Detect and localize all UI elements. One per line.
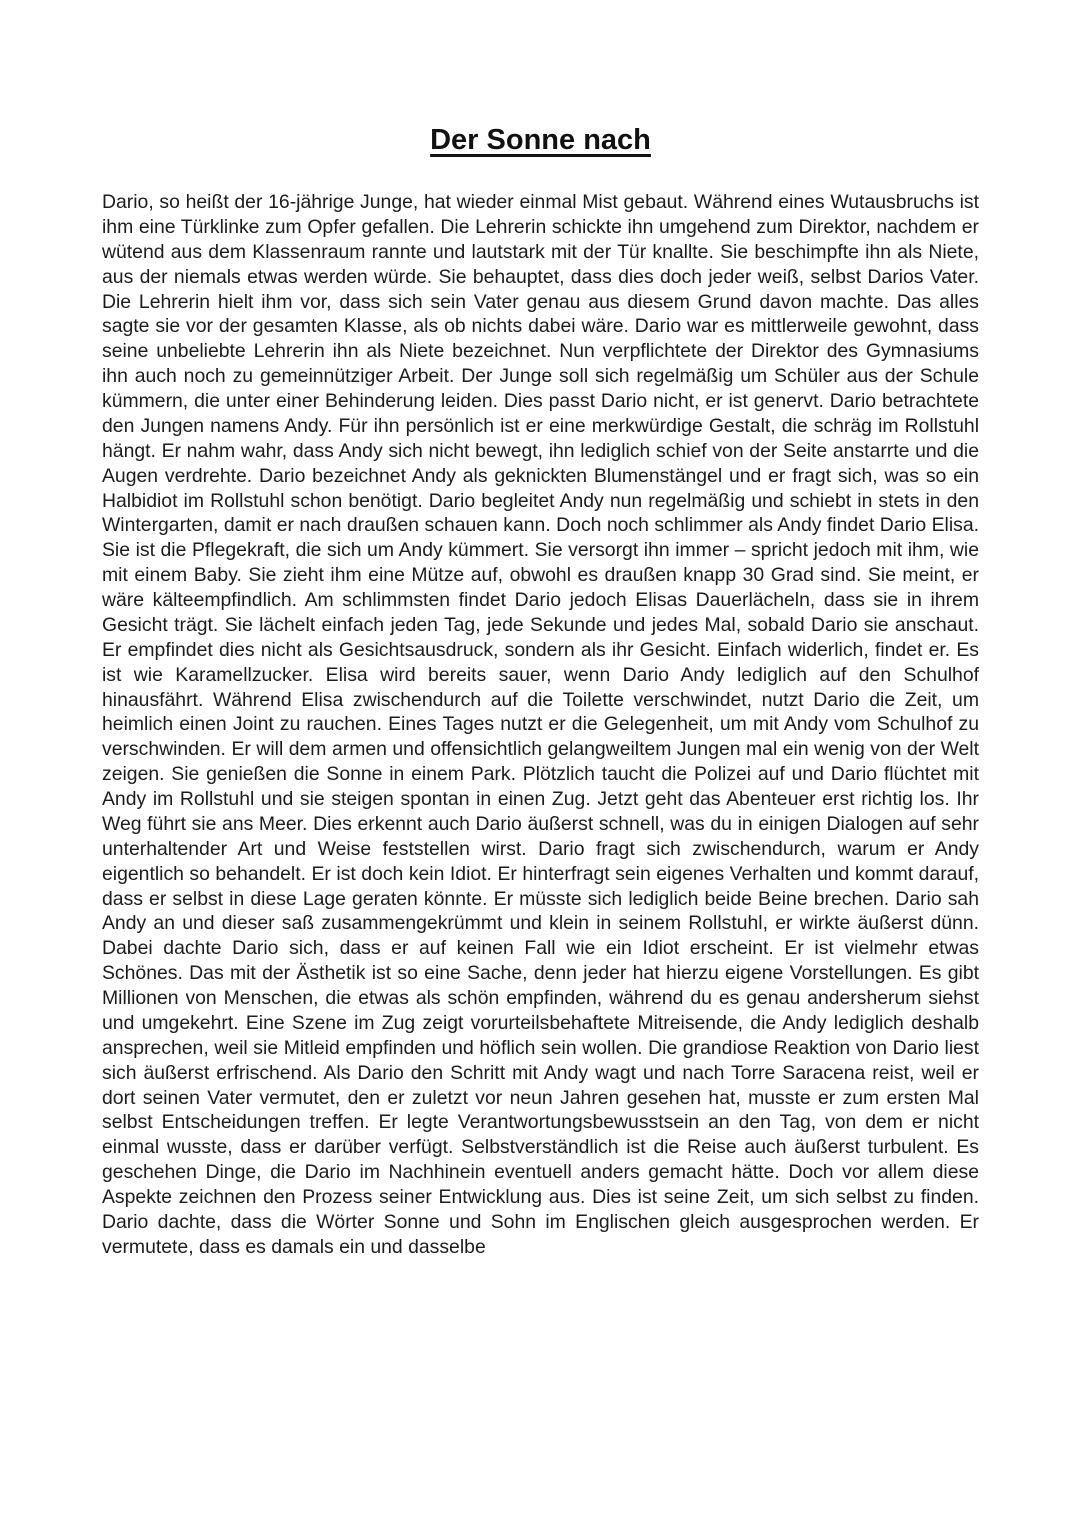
document-body-paragraph: Dario, so heißt der 16-jährige Junge, hat wieder einmal Mist gebaut. Während eines Wutausbruchs ist ihm eine Türklinke zum Opfer gefallen. Die Lehrerin schickte ihn umgehend zum Direktor, nachdem er wütend aus dem Klassenraum rannte und lautstark mit der Tür knallte. Sie beschimpfte ihn als Niete, aus der niemals etwas werden würde. Sie behauptet, dass dies doch jeder weiß, selbst Darios Vater. Die Lehrerin hielt ihm vor, dass sich sein Vater genau aus diesem Grund davon machte. Das alles sagte sie vor der gesamten Klasse, als ob nichts dabei wäre. Dario war es mittlerweile gewohnt, dass seine unbeliebte Lehrerin ihn als Niete bezeichnet. Nun verpflichtete der Direktor des Gymnasiums ihn auch noch zu gemeinnütziger Arbeit. Der Junge soll sich regelmäßig um Schüler aus der Schule kümmern, die unter einer Behinderung leiden. Dies passt Dario nicht, er ist genervt. Dario betrachtete den Jungen namens Andy. Für ihn persönlich ist er eine merkwürdige Gestalt, die schräg im Rollstuhl hängt. Er nahm wahr, dass Andy sich nicht bewegt, ihn lediglich schief von der Seite anstarrte und die Augen verdrehte. Dario bezeichnet Andy als geknickten Blumenstängel und er fragt sich, was so ein Halbidiot im Rollstuhl schon benötigt. Dario begleitet Andy nun regelmäßig und schiebt in stets in den Wintergarten, damit er nach draußen schauen kann. Doch noch schlimmer als Andy findet Dario Elisa. Sie ist die Pflegekraft, die sich um Andy kümmert. Sie versorgt ihn immer – spricht jedoch mit ihm, wie mit einem Baby. Sie zieht ihm eine Mütze auf, obwohl es draußen knapp 30 Grad sind. Sie meint, er wäre kälteempfindlich. Am schlimmsten findet Dario jedoch Elisas Dauerlächeln, dass sie in ihrem Gesicht trägt. Sie lächelt einfach jeden Tag, jede Sekunde und jedes Mal, sobald Dario sie anschaut. Er empfindet dies nicht als Gesichtsausdruck, sondern als ihr Gesicht. Einfach widerlich, findet er. Es ist wie Karamellzucker. Elisa wird bereits sauer, wenn Dario Andy lediglich auf den Schulhof hinausfährt. Während Elisa zwischendurch auf die Toilette verschwindet, nutzt Dario die Zeit, um heimlich einen Joint zu rauchen. Eines Tages nutzt er die Gelegenheit, um mit Andy vom Schulhof zu verschwinden. Er will dem armen und offensichtlich gelangweiltem Jungen mal ein wenig von der Welt zeigen. Sie genießen die Sonne in einem Park. Plötzlich taucht die Polizei auf und Dario flüchtet mit Andy im Rollstuhl und sie steigen spontan in einen Zug. Jetzt geht das Abenteuer erst richtig los. Ihr Weg führt sie ans Meer. Dies erkennt auch Dario äußerst schnell, was du in einigen Dialogen auf sehr unterhaltender Art und Weise feststellen wirst. Dario fragt sich zwischendurch, warum er Andy eigentlich so behandelt. Er ist doch kein Idiot. Er hinterfragt sein eigenes Verhalten und kommt darauf, dass er selbst in diese Lage geraten könnte. Er müsste sich lediglich beide Beine brechen. Dario sah Andy an und dieser saß zusammengekrümmt und klein in seinem Rollstuhl, er wirkte äußerst dünn. Dabei dachte Dario sich, dass er auf keinen Fall wie ein Idiot erscheint. Er ist vielmehr etwas Schönes. Das mit der Ästhetik ist so eine Sache, denn jeder hat hierzu eigene Vorstellungen. Es gibt Millionen von Menschen, die etwas als schön empfinden, während du es genau andersherum siehst und umgekehrt. Eine Szene im Zug zeigt vorurteilsbehaftete Mitreisende, die Andy lediglich deshalb ansprechen, weil sie Mitleid empfinden und höflich sein wollen. Die grandiose Reaktion von Dario liest sich äußerst erfrischend. Als Dario den Schritt mit Andy wagt und nach Torre Saracena reist, weil er dort seinen Vater vermutet, den er zuletzt vor neun Jahren gesehen hat, musste er zum ersten Mal selbst Entscheidungen treffen. Er legte Verantwortungsbewusstsein an den Tag, von dem er nicht einmal wusste, dass er darüber verfügt. Selbstverständlich ist die Reise auch äußerst turbulent. Es geschehen Dinge, die Dario im Nachhinein eventuell anders gemacht hätte. Doch vor allem diese Aspekte zeichnen den Prozess seiner Entwicklung aus. Dies ist seine Zeit, um sich selbst zu finden. Dario dachte, dass die Wörter Sonne und Sohn im Englischen gleich ausgesprochen werden. Er vermutete, dass es damals ein und dasselbe bbox=[102, 191, 979, 1258]
document-title: Der Sonne nach bbox=[430, 124, 651, 156]
